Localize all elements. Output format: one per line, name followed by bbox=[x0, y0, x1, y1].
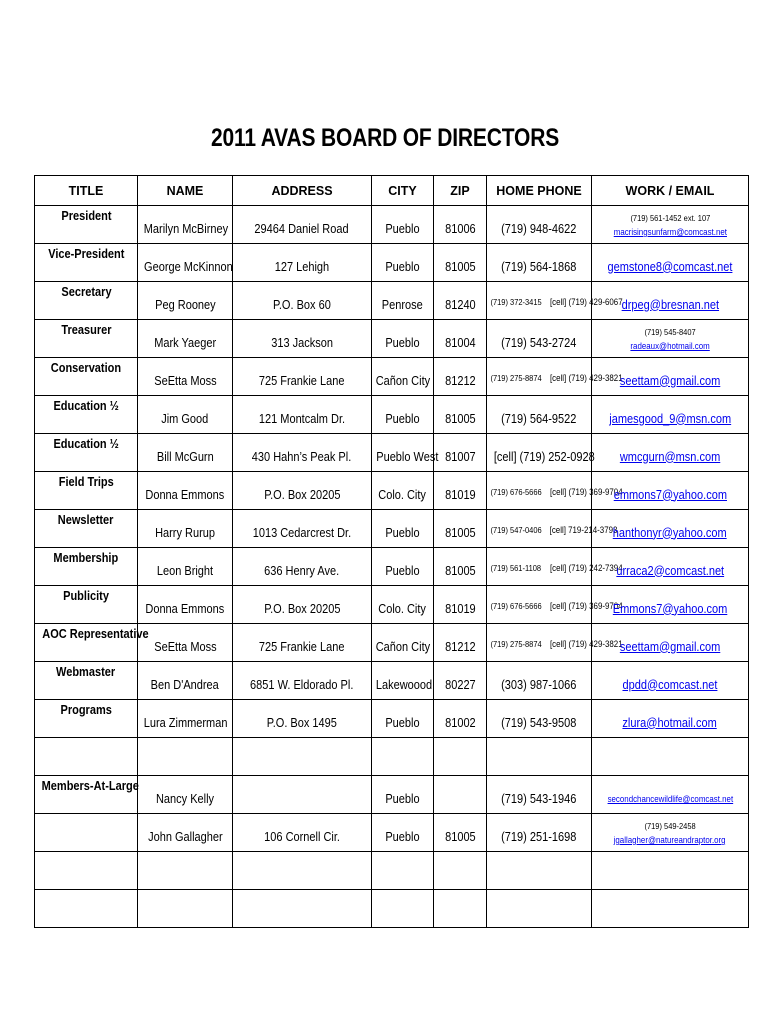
table-row bbox=[35, 852, 749, 890]
name-cell-text: Donna Emmons bbox=[145, 601, 225, 616]
name-cell bbox=[138, 814, 233, 852]
title-cell bbox=[35, 320, 138, 358]
table-row bbox=[35, 662, 749, 700]
zip-cell-text: 81005 bbox=[444, 525, 476, 540]
work-email-cell bbox=[592, 396, 749, 434]
address-cell bbox=[233, 776, 372, 814]
zip-cell-text: 81240 bbox=[444, 297, 476, 312]
work-email-cell bbox=[592, 472, 749, 510]
name-cell-text: Jim Good bbox=[161, 411, 209, 426]
title-cell bbox=[35, 738, 138, 776]
work-email-cell bbox=[592, 890, 749, 928]
home-phone-cell bbox=[487, 814, 592, 852]
cell-phone-text: [cell] (719) 429-3821 bbox=[550, 638, 623, 649]
name-cell bbox=[138, 396, 233, 434]
home-phone-cell bbox=[487, 434, 595, 472]
zip-cell bbox=[434, 510, 487, 548]
zip-cell bbox=[434, 624, 487, 662]
title-cell-text: Vice-President bbox=[47, 247, 125, 261]
title-cell-text: AOC Representative bbox=[42, 627, 149, 641]
home-phone-text: (719) 543-1946 bbox=[501, 791, 577, 806]
name-cell-text: Ben D'Andrea bbox=[150, 677, 220, 692]
zip-cell-text: 81005 bbox=[444, 563, 476, 578]
city-cell-text: Lakewoood bbox=[375, 677, 433, 692]
zip-cell bbox=[434, 282, 487, 320]
address-cell bbox=[233, 396, 372, 434]
home-phone-text: (719) 676-5666 bbox=[490, 486, 542, 497]
email-link[interactable]: urraca2@comcast.net bbox=[616, 563, 724, 578]
header-home-phone: HOME PHONE bbox=[487, 176, 592, 206]
header-city: CITY bbox=[372, 176, 434, 206]
name-cell bbox=[138, 624, 233, 662]
work-email-cell bbox=[592, 776, 749, 814]
cell-phone-text: [cell] (719) 369-9704 bbox=[550, 600, 623, 611]
name-cell bbox=[138, 548, 233, 586]
title-cell bbox=[35, 434, 138, 472]
city-cell bbox=[372, 700, 434, 738]
address-cell bbox=[233, 206, 372, 244]
header-name: NAME bbox=[138, 176, 233, 206]
work-email-cell bbox=[592, 510, 749, 548]
city-cell bbox=[372, 852, 434, 890]
title-cell-text: President bbox=[60, 209, 112, 223]
zip-cell bbox=[434, 890, 487, 928]
city-cell bbox=[372, 472, 434, 510]
zip-cell-text: 81212 bbox=[444, 639, 476, 654]
name-cell bbox=[138, 852, 233, 890]
name-cell bbox=[138, 662, 233, 700]
title-cell bbox=[35, 700, 138, 738]
address-cell bbox=[233, 814, 372, 852]
city-cell bbox=[372, 206, 434, 244]
address-cell bbox=[233, 320, 372, 358]
home-phone-cell bbox=[487, 890, 592, 928]
home-phone-text: (719) 561-1108 bbox=[490, 562, 542, 573]
zip-cell-text: 81019 bbox=[444, 601, 476, 616]
cell-phone-text: [cell] (719) 369-9704 bbox=[550, 486, 623, 497]
city-cell-text: Pueblo bbox=[385, 525, 420, 540]
address-cell-text: P.O. Box 20205 bbox=[263, 601, 341, 616]
title-cell bbox=[35, 396, 138, 434]
work-email-cell bbox=[592, 206, 749, 244]
zip-cell-text: 81002 bbox=[444, 715, 476, 730]
city-cell bbox=[372, 548, 434, 586]
email-link[interactable]: Emmons7@yahoo.com bbox=[612, 601, 728, 616]
work-email-cell bbox=[592, 852, 749, 890]
city-cell bbox=[372, 510, 434, 548]
header-work-email: WORK / EMAIL bbox=[592, 176, 749, 206]
cell-phone-text: [cell] (719) 429-3821 bbox=[550, 372, 623, 383]
email-link[interactable]: zlura@hotmail.com bbox=[622, 715, 718, 730]
email-link[interactable]: wmcgurn@msn.com bbox=[619, 449, 721, 464]
email-link[interactable]: jgallagher@natureandraptor.org bbox=[614, 835, 726, 845]
address-cell-text: 725 Frankie Lane bbox=[259, 639, 345, 654]
email-link[interactable]: seettam@gmail.com bbox=[619, 639, 721, 654]
zip-cell-text: 81007 bbox=[444, 449, 476, 464]
table-row bbox=[35, 814, 749, 852]
title-cell-text: Conservation bbox=[50, 361, 122, 375]
home-phone-cell bbox=[487, 510, 618, 548]
address-cell-text: 29464 Daniel Road bbox=[254, 221, 350, 236]
header-row bbox=[35, 176, 749, 206]
address-cell bbox=[233, 472, 372, 510]
name-cell-text: Lura Zimmerman bbox=[143, 715, 228, 730]
work-email-cell bbox=[592, 814, 749, 852]
work-email-cell bbox=[592, 662, 749, 700]
email-link[interactable]: drpeg@bresnan.net bbox=[621, 297, 719, 312]
city-cell-text: Pueblo bbox=[385, 221, 420, 236]
city-cell bbox=[372, 662, 434, 700]
zip-cell bbox=[434, 700, 487, 738]
home-phone-text: (719) 547-0406 bbox=[490, 524, 542, 535]
address-cell bbox=[233, 738, 372, 776]
header-zip: ZIP bbox=[434, 176, 487, 206]
name-cell bbox=[138, 244, 233, 282]
name-cell-text: Nancy Kelly bbox=[155, 791, 215, 806]
zip-cell bbox=[434, 320, 487, 358]
title-cell bbox=[35, 814, 138, 852]
home-phone-cell bbox=[487, 282, 623, 320]
table-row bbox=[35, 624, 749, 662]
address-cell-text: 313 Jackson bbox=[271, 335, 333, 350]
zip-cell bbox=[434, 358, 487, 396]
city-cell-text: Cañon City bbox=[375, 639, 431, 654]
home-phone-text: (719) 948-4622 bbox=[501, 221, 577, 236]
home-phone-text: (719) 564-9522 bbox=[501, 411, 577, 426]
title-cell bbox=[35, 510, 138, 548]
city-cell bbox=[372, 776, 434, 814]
name-cell bbox=[138, 282, 233, 320]
work-phone-text: (719) 561-1452 ext. 107 bbox=[630, 213, 710, 223]
city-cell-text: Pueblo West bbox=[376, 449, 439, 464]
title-cell bbox=[35, 472, 138, 510]
city-cell-text: Pueblo bbox=[385, 259, 420, 274]
name-cell bbox=[138, 890, 233, 928]
city-cell bbox=[372, 624, 434, 662]
table-row bbox=[35, 586, 749, 624]
address-cell bbox=[233, 890, 372, 928]
name-cell bbox=[138, 586, 233, 624]
home-phone-cell bbox=[487, 586, 623, 624]
city-cell-text: Penrose bbox=[382, 297, 423, 312]
city-cell-text: Pueblo bbox=[385, 829, 420, 844]
title-cell bbox=[35, 776, 138, 814]
table-row bbox=[35, 890, 749, 928]
name-cell bbox=[138, 776, 233, 814]
title-cell bbox=[35, 282, 138, 320]
city-cell bbox=[372, 814, 434, 852]
work-email-cell bbox=[592, 738, 749, 776]
zip-cell bbox=[434, 472, 487, 510]
email-link[interactable]: macrisingsunfarm@comcast.net bbox=[613, 227, 727, 237]
home-phone-text: (719) 543-2724 bbox=[501, 335, 577, 350]
header-title: TITLE bbox=[35, 176, 138, 206]
address-cell bbox=[233, 700, 372, 738]
board-of-directors-table bbox=[34, 175, 749, 928]
title-cell-text: Education ½ bbox=[53, 399, 119, 413]
title-cell-text: Secretary bbox=[60, 285, 112, 299]
city-cell bbox=[372, 282, 434, 320]
title-cell bbox=[35, 206, 138, 244]
email-link[interactable]: gemstone8@comcast.net bbox=[607, 259, 733, 274]
title-cell-text: Membership bbox=[53, 551, 119, 565]
home-phone-text: (303) 987-1066 bbox=[501, 677, 577, 692]
name-cell-text: Harry Rurup bbox=[155, 525, 215, 540]
name-cell-text: Marilyn McBirney bbox=[143, 221, 229, 236]
name-cell-text: SeEtta Moss bbox=[153, 639, 217, 654]
zip-cell bbox=[434, 776, 487, 814]
address-cell-text: P.O. Box 1495 bbox=[266, 715, 338, 730]
address-cell bbox=[233, 662, 372, 700]
zip-cell bbox=[434, 434, 487, 472]
zip-cell bbox=[434, 738, 487, 776]
zip-cell-text: 81005 bbox=[444, 829, 476, 844]
title-cell-text: Treasurer bbox=[60, 323, 112, 337]
home-phone-cell bbox=[487, 206, 592, 244]
city-cell-text: Colo. City bbox=[378, 601, 427, 616]
zip-cell-text: 81004 bbox=[444, 335, 476, 350]
address-cell bbox=[233, 624, 372, 662]
address-cell bbox=[233, 852, 372, 890]
home-phone-cell bbox=[487, 738, 592, 776]
email-link[interactable]: hanthonyr@yahoo.com bbox=[613, 525, 727, 540]
title-cell-text: Field Trips bbox=[58, 475, 114, 489]
zip-cell-text: 80227 bbox=[444, 677, 476, 692]
table-row bbox=[35, 738, 749, 776]
address-cell bbox=[233, 586, 372, 624]
title-cell-text: Webmaster bbox=[56, 665, 116, 679]
home-phone-cell bbox=[487, 700, 592, 738]
home-phone-cell bbox=[487, 852, 592, 890]
zip-cell-text: 81212 bbox=[444, 373, 476, 388]
work-email-cell bbox=[592, 586, 749, 624]
city-cell bbox=[372, 434, 439, 472]
title-cell bbox=[35, 586, 138, 624]
address-cell-text: 121 Montcalm Dr. bbox=[258, 411, 346, 426]
city-cell bbox=[372, 586, 434, 624]
name-cell bbox=[138, 434, 233, 472]
name-cell-text: Leon Bright bbox=[156, 563, 214, 578]
cell-phone-text: [cell] 719-214-3793 bbox=[549, 524, 618, 535]
table-row bbox=[35, 358, 749, 396]
city-cell-text: Pueblo bbox=[385, 791, 420, 806]
zip-cell-text: 81006 bbox=[444, 221, 476, 236]
home-phone-text: (719) 372-3415 bbox=[490, 296, 542, 307]
zip-cell bbox=[434, 814, 487, 852]
table-row bbox=[35, 320, 749, 358]
cell-phone-text: [cell] (719) 429-6067 bbox=[550, 296, 623, 307]
zip-cell bbox=[434, 662, 487, 700]
zip-cell-text: 81005 bbox=[444, 411, 476, 426]
home-phone-text: (719) 275-8874 bbox=[490, 372, 542, 383]
name-cell bbox=[138, 320, 233, 358]
email-link[interactable]: emmons7@yahoo.com bbox=[613, 487, 727, 502]
cell-phone-text: [cell] (719) 242-7394 bbox=[549, 562, 623, 573]
home-phone-text: (719) 676-5666 bbox=[490, 600, 542, 611]
email-link[interactable]: secondchancewildlife@comcast.net bbox=[607, 794, 733, 804]
title-cell bbox=[35, 852, 138, 890]
document-title: 2011 AVAS BOARD OF DIRECTORS bbox=[210, 124, 560, 152]
home-phone-cell bbox=[487, 472, 623, 510]
address-cell-text: P.O. Box 60 bbox=[273, 297, 331, 312]
address-cell bbox=[233, 434, 372, 472]
city-cell bbox=[372, 358, 434, 396]
title-cell bbox=[35, 244, 138, 282]
title-cell-text: Education ½ bbox=[53, 437, 119, 451]
title-cell-text: Members-At-Large bbox=[41, 779, 139, 793]
address-cell bbox=[233, 244, 372, 282]
city-cell bbox=[372, 244, 434, 282]
address-cell-text: 725 Frankie Lane bbox=[259, 373, 345, 388]
city-cell bbox=[372, 320, 434, 358]
work-email-cell bbox=[592, 434, 749, 472]
work-email-cell bbox=[592, 700, 749, 738]
name-cell-text: SeEtta Moss bbox=[153, 373, 217, 388]
table-row bbox=[35, 510, 749, 548]
name-cell bbox=[138, 700, 233, 738]
table-row bbox=[35, 472, 749, 510]
home-phone-cell bbox=[487, 548, 623, 586]
name-cell bbox=[138, 358, 233, 396]
work-phone-text: (719) 549-2458 bbox=[644, 821, 696, 831]
title-cell-text: Publicity bbox=[63, 589, 109, 603]
name-cell-text: Peg Rooney bbox=[154, 297, 216, 312]
work-email-cell bbox=[592, 320, 749, 358]
address-cell bbox=[233, 282, 372, 320]
name-cell bbox=[138, 510, 233, 548]
zip-cell bbox=[434, 244, 487, 282]
address-cell-text: 6851 W. Eldorado Pl. bbox=[250, 677, 354, 692]
title-cell bbox=[35, 358, 138, 396]
name-cell-text: John Gallagher bbox=[147, 829, 223, 844]
email-link[interactable]: seettam@gmail.com bbox=[619, 373, 721, 388]
home-phone-text: (719) 543-9508 bbox=[501, 715, 577, 730]
zip-cell-text: 81019 bbox=[444, 487, 476, 502]
title-cell-text: Newsletter bbox=[58, 513, 114, 527]
table-row bbox=[35, 434, 749, 472]
table-row bbox=[35, 282, 749, 320]
title-cell bbox=[35, 548, 138, 586]
name-cell bbox=[138, 472, 233, 510]
table-row bbox=[35, 776, 749, 814]
address-cell bbox=[233, 548, 372, 586]
address-cell-text: P.O. Box 20205 bbox=[263, 487, 341, 502]
home-phone-text: (719) 275-8874 bbox=[490, 638, 542, 649]
home-phone-text: (719) 564-1868 bbox=[501, 259, 577, 274]
home-phone-cell bbox=[487, 624, 623, 662]
home-phone-text: (719) 251-1698 bbox=[501, 829, 577, 844]
home-phone-cell bbox=[487, 320, 592, 358]
address-cell-text: 127 Lehigh bbox=[274, 259, 330, 274]
title-cell bbox=[35, 890, 138, 928]
name-cell bbox=[138, 738, 233, 776]
name-cell-text: Mark Yaeger bbox=[154, 335, 216, 350]
home-phone-cell bbox=[487, 396, 592, 434]
email-link[interactable]: jamesgood_9@msn.com bbox=[609, 411, 731, 426]
table-row bbox=[35, 396, 749, 434]
city-cell bbox=[372, 396, 434, 434]
address-cell-text: 430 Hahn’s Peak Pl. bbox=[252, 449, 352, 464]
address-cell-text: 106 Cornell Cir. bbox=[264, 829, 340, 844]
zip-cell bbox=[434, 852, 487, 890]
city-cell-text: Pueblo bbox=[385, 715, 420, 730]
home-phone-cell bbox=[487, 776, 592, 814]
work-phone-text: (719) 545-8407 bbox=[644, 327, 696, 337]
city-cell bbox=[372, 738, 434, 776]
zip-cell bbox=[434, 396, 487, 434]
zip-cell bbox=[434, 548, 487, 586]
title-cell bbox=[35, 662, 138, 700]
address-cell-text: 636 Henry Ave. bbox=[264, 563, 340, 578]
city-cell-text: Colo. City bbox=[378, 487, 427, 502]
email-link[interactable]: radeaux@hotmail.com bbox=[630, 341, 710, 351]
table-row bbox=[35, 548, 749, 586]
city-cell-text: Pueblo bbox=[385, 335, 420, 350]
name-cell bbox=[138, 206, 233, 244]
work-email-cell bbox=[592, 244, 749, 282]
name-cell-text: Donna Emmons bbox=[145, 487, 225, 502]
zip-cell-text: 81005 bbox=[444, 259, 476, 274]
zip-cell bbox=[434, 586, 487, 624]
title-cell bbox=[35, 624, 149, 662]
table-row bbox=[35, 244, 749, 282]
city-cell bbox=[372, 890, 434, 928]
table-row bbox=[35, 700, 749, 738]
home-phone-cell bbox=[487, 662, 592, 700]
city-cell-text: Cañon City bbox=[375, 373, 431, 388]
city-cell-text: Pueblo bbox=[385, 563, 420, 578]
name-cell-text: George McKinnon bbox=[144, 259, 233, 274]
address-cell-text: 1013 Cedarcrest Dr. bbox=[252, 525, 352, 540]
home-phone-cell bbox=[487, 358, 623, 396]
zip-cell bbox=[434, 206, 487, 244]
home-phone-text: [cell] (719) 252-0928 bbox=[493, 449, 595, 464]
table-row bbox=[35, 206, 749, 244]
header-address: ADDRESS bbox=[233, 176, 372, 206]
address-cell bbox=[233, 510, 372, 548]
email-link[interactable]: dpdd@comcast.net bbox=[622, 677, 718, 692]
name-cell-text: Bill McGurn bbox=[156, 449, 214, 464]
title-cell-text: Programs bbox=[60, 703, 112, 717]
address-cell bbox=[233, 358, 372, 396]
home-phone-cell bbox=[487, 244, 592, 282]
city-cell-text: Pueblo bbox=[385, 411, 420, 426]
